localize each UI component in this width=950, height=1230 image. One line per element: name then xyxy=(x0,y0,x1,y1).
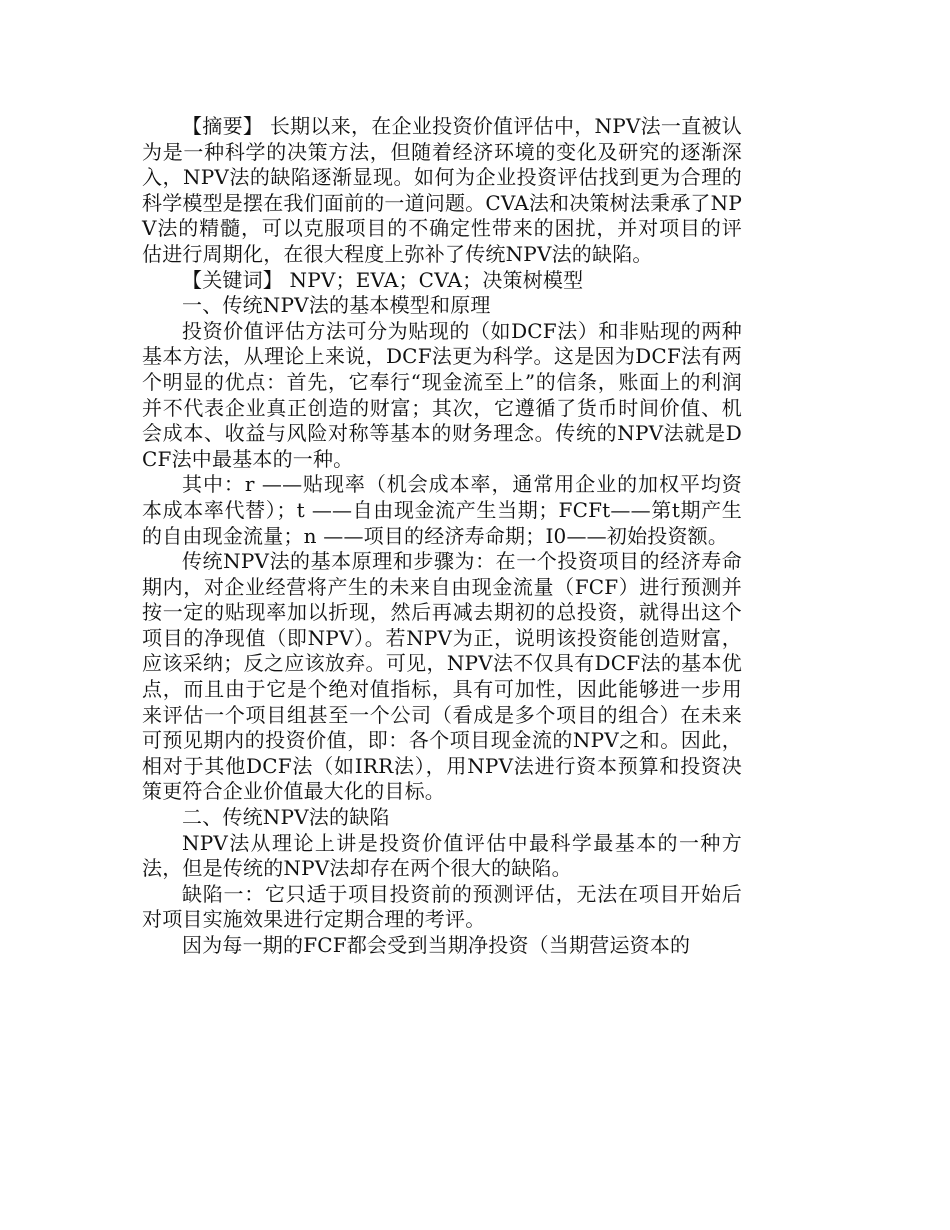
keywords-paragraph: 【关键词】 NPV；EVA；CVA；决策树模型 xyxy=(182,267,584,292)
body-paragraph: 缺陷一：它只适于项目投资前的预测评估，无法在项目开始后对项目实施效果进行定期合理的考评。 xyxy=(142,881,742,932)
body-paragraph: NPV法从理论上讲是投资价值评估中最科学最基本的一种方法，但是传统的NPV法却存在两个很大的缺陷。 xyxy=(142,830,742,881)
body-paragraph: 其中：r ——贴现率（机会成本率，通常用企业的加权平均资本成本率代替）；t ——自由现金流产生当期；FCFt——第t期产生的自由现金流量；n ——项目的经济寿命期；I0——初始投资额。 xyxy=(142,472,742,548)
document-body xyxy=(142,114,742,959)
section-heading-1: 一、传统NPV法的基本模型和原理 xyxy=(182,293,491,318)
section-heading-2: 二、传统NPV法的缺陷 xyxy=(182,805,390,830)
body-paragraph: 传统NPV法的基本原理和步骤为：在一个投资项目的经济寿命期内，对企业经营将产生的未来自由现金流量（FCF）进行预测并按一定的贴现率加以折现，然后再减去期初的总投资，就得出这个项目的净现值（即NPV）。若NPV为正，说明该投资能创造财富，应该采纳；反之应该放弃。可见，NPV法不仅具有DCF法的基本优点，而且由于它是个绝对值指标，具有可加性，因此能够进一步用来评估一个项目组甚至一个公司（看成是多个项目的组合）在未来可预见期内的投资价值，即：各个项目现金流的NPV之和。因此，相对于其他DCF法（如IRR法），用NPV法进行资本预算和投资决策更符合企业价值最大化的目标。 xyxy=(142,549,742,804)
body-paragraph: 因为每一期的FCF都会受到当期净投资（当期营运资本的 xyxy=(182,933,691,957)
body-paragraph: 投资价值评估方法可分为贴现的（如DCF法）和非贴现的两种基本方法，从理论上来说，DCF法更为科学。这是因为DCF法有两个明显的优点：首先，它奉行“现金流至上”的信条，账面上的利润并不代表企业真正创造的财富；其次，它遵循了货币时间价值、机会成本、收益与风险对称等基本的财务理念。传统的NPV法就是DCF法中最基本的一种。 xyxy=(142,318,742,471)
abstract-paragraph: 【摘要】 长期以来，在企业投资价值评估中，NPV法一直被认为是一种科学的决策方法，但随着经济环境的变化及研究的逐渐深入，NPV法的缺陷逐渐显现。如何为企业投资评估找到更为合理的科学模型是摆在我们面前的一道问题。CVA法和决策树法秉承了NPV法的精髓，可以克服项目的不确定性带来的困扰，并对项目的评估进行周期化，在很大程度上弥补了传统NPV法的缺陷。 xyxy=(142,114,742,266)
